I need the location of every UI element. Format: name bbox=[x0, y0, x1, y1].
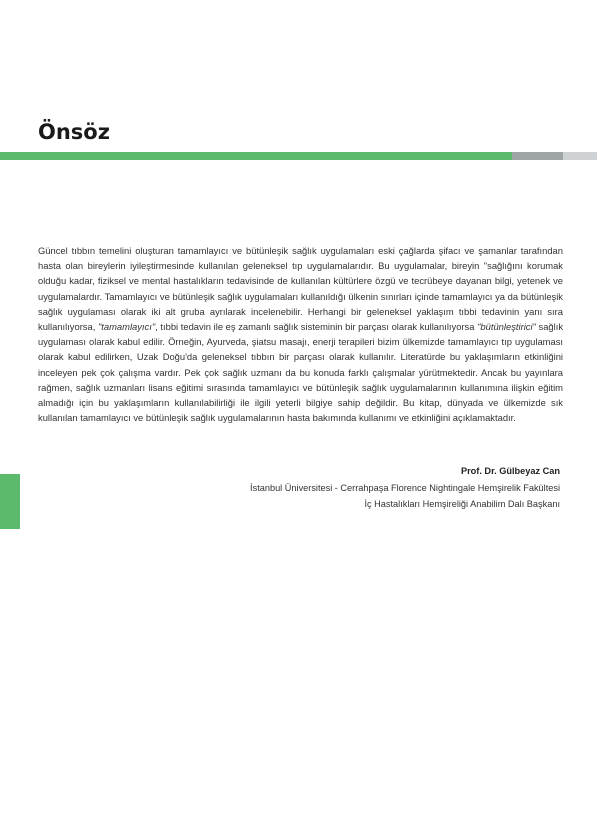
term-complementary: "tamamlayıcı" bbox=[97, 321, 156, 333]
page-title: Önsöz bbox=[38, 120, 110, 144]
divider-dark-gray-segment bbox=[512, 152, 563, 160]
signature-block bbox=[250, 463, 560, 513]
author-affiliation-university: İstanbul Üniversitesi - Cerrahpaşa Florence Nightingale Hemşirelik Fakültesi bbox=[250, 482, 560, 493]
paragraph-text-part-1: Güncel tıbbın temelini oluşturan tamamlayıcı ve bütünleşik sağlık uygulamaları eski çağlarda şifacı ve şamanlar tarafından hasta olan bireylerin iyileştirmesinde kullanılan geleneksel tıp uygulamalarıdır. Bu uygulamalar, bireyin "sağlığını korumak olduğu kadar, fiziksel ve mental hastalıkların tedavisinde de kullanılan kültürlere özgü ve tecrübeye dayanan bilgi, yetenek ve uygulamalardır. Tamamlayıcı ve bütünleşik sağlık uygulamaları kullanıldığı ülkenin sınırları içinde tamamlayıcı ya da bütünleşik sağlık uygulaması olarak iki alt gruba ayrılarak incelenebilir. Herhangi bir geleneksel yaklaşım tıbbi tedavinin yanı sıra kullanılıyorsa, bbox=[38, 245, 563, 333]
green-side-tab bbox=[0, 474, 20, 529]
term-integrative: "bütünleştirici" bbox=[477, 321, 536, 333]
paragraph-text-part-3: sağlık uygulaması olarak kabul edilir. Örneğin, Ayurveda, şiatsu masajı, enerji terapileri bizim ülkemizde tamamlayıcı tıp uygulaması olarak kabul edilirken, Uzak Doğu'da geleneksel tıbbın bir parçası olarak kullanılır. Literatürde bu yaklaşımların etkinliğini inceleyen pek çok çalışma vardır. Pek çok sağlık uzmanı da bu konuda farklı çalışmalar yürütmektedir. Ancak bu yayınlara rağmen, sağlık uzmanları lisans eğitimi sırasında tamamlayıcı ve bütünleşik sağlık uygulamalarının kullanımına ilişkin eğitim almadığı için bu yaklaşımların kullanılabilirliği ile ilgili yeterli bilgiye sahip değildir. Bu kitap, dünyada ve ülkemizde sık kullanılan tamamlayıcı ve bütünleşik sağlık uygulamalarının hasta bakımında kullanımı ve etkinliğini açıklamaktadır. bbox=[38, 321, 564, 424]
title-divider bbox=[0, 152, 597, 160]
preface-paragraph bbox=[38, 243, 563, 425]
author-name: Prof. Dr. Gülbeyaz Can bbox=[460, 466, 560, 476]
author-affiliation-department: İç Hastalıkları Hemşireliği Anabilim Dalı Başkanı bbox=[364, 499, 560, 509]
divider-light-gray-segment bbox=[563, 152, 597, 160]
divider-green-segment bbox=[0, 152, 512, 160]
paragraph-text-part-2: , tıbbi tedavin ile eş zamanlı sağlık sisteminin bir parçası olarak kullanılıyorsa bbox=[155, 321, 478, 333]
